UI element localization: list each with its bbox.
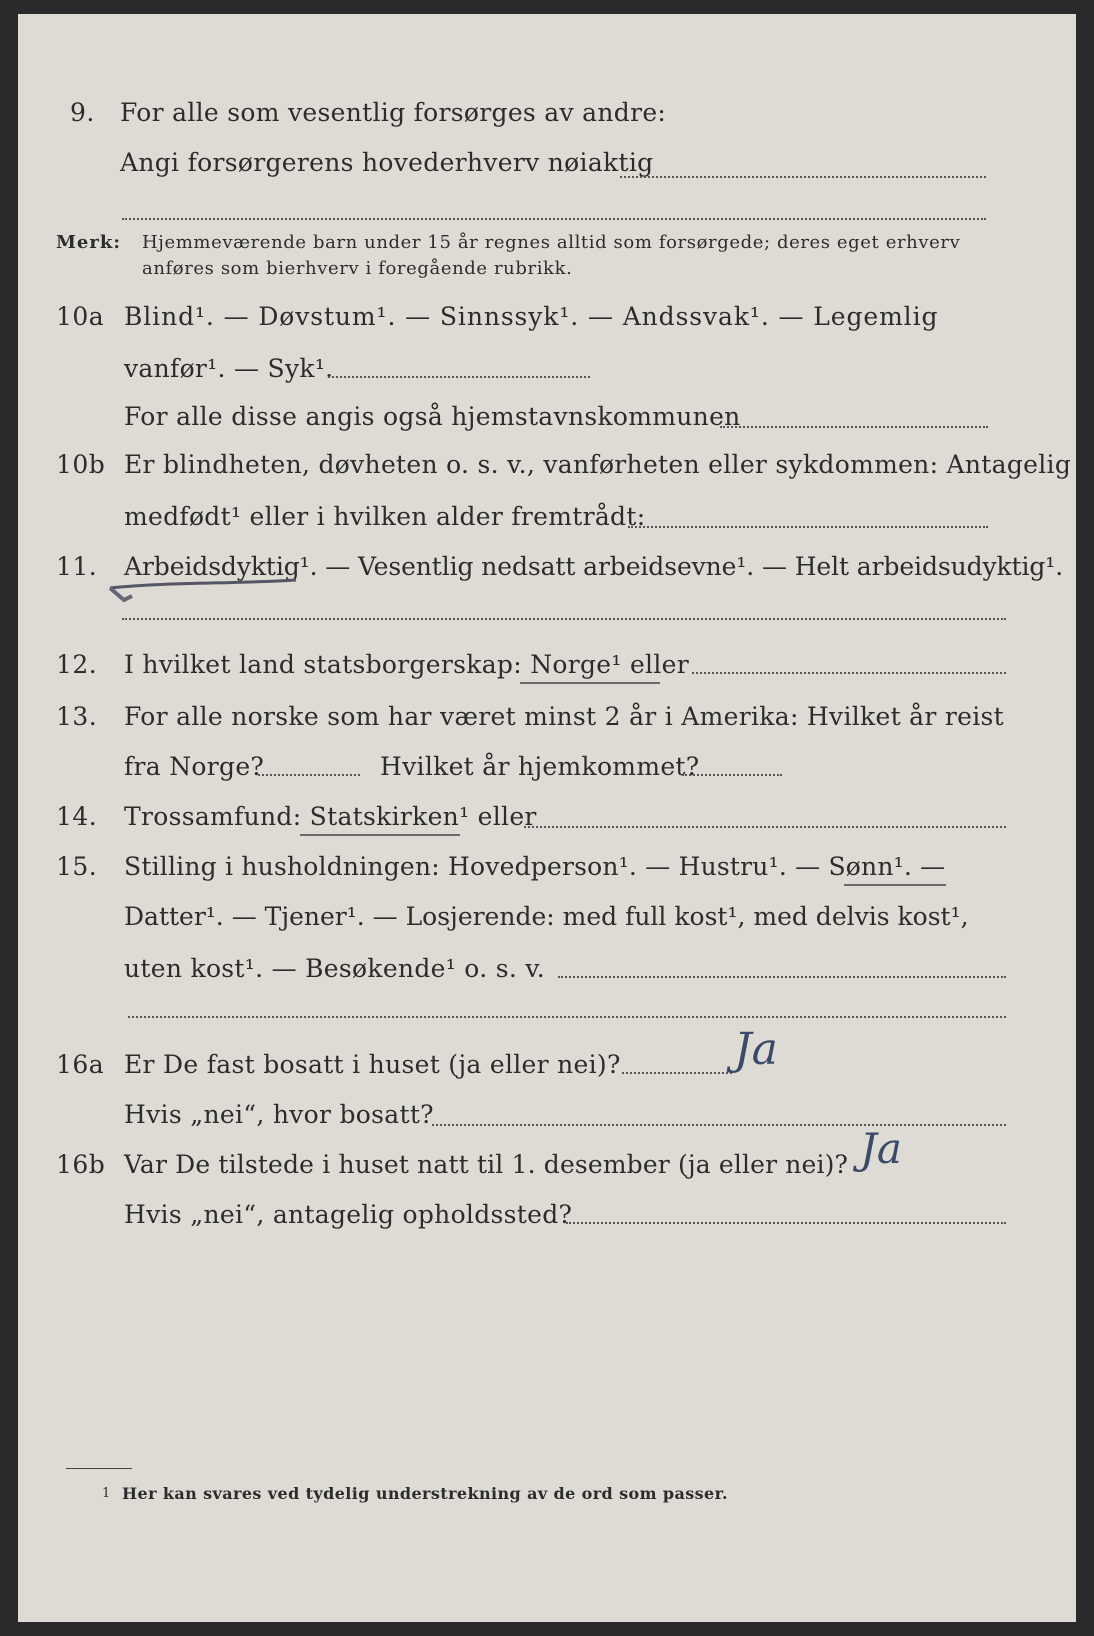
- q11-number: 11.: [56, 552, 98, 581]
- footnote-text: Her kan svares ved tydelig understrekning av de ord som passer.: [122, 1484, 728, 1503]
- q13-number: 13.: [56, 702, 98, 731]
- footnote-separator: [66, 1468, 132, 1469]
- q10b-answer-field[interactable]: [628, 526, 988, 528]
- q9-text-line2: Angi forsørgerens hovederhverv nøiaktig: [120, 148, 654, 177]
- q10a-hometown-field[interactable]: [720, 426, 988, 428]
- q15-answer-field[interactable]: [558, 976, 1006, 978]
- q12-number: 12.: [56, 650, 98, 679]
- q14-statskirken-underline: [300, 834, 460, 836]
- q16a-residence-field[interactable]: [432, 1124, 1006, 1126]
- merk-label: Merk:: [56, 232, 121, 253]
- q13-text-line2a: fra Norge?: [124, 752, 265, 781]
- q9-number: 9.: [70, 98, 95, 127]
- q16a-handwritten-answer: Ja: [734, 1024, 778, 1075]
- q13-year-returned-field[interactable]: [682, 774, 782, 776]
- q16b-location-field[interactable]: [566, 1222, 1006, 1224]
- q10a-text-line1: Blind¹. — Døvstum¹. — Sinnssyk¹. — Andssvak¹. — Legemlig: [124, 302, 939, 331]
- q10a-text-line2: vanfør¹. — Syk¹.: [124, 354, 334, 383]
- census-form-page: [18, 14, 1076, 1622]
- q15-text-line3: uten kost¹. — Besøkende¹ o. s. v.: [124, 954, 546, 983]
- q11-underline-mark: [106, 576, 306, 610]
- q13-text-line1: For alle norske som har været minst 2 år i Amerika: Hvilket år reist: [124, 702, 1005, 731]
- q16b-text-line1: Var De tilstede i huset natt til 1. desember (ja eller nei)?: [124, 1150, 849, 1179]
- footnote-mark: 1: [102, 1486, 111, 1501]
- merk-text-line2: anføres som bierhverv i foregående rubrikk.: [142, 258, 573, 279]
- q16a-text-line2: Hvis „nei“, hvor bosatt?: [124, 1100, 434, 1129]
- q16b-number: 16b: [56, 1150, 106, 1179]
- q16a-text-line1: Er De fast bosatt i huset (ja eller nei)?: [124, 1050, 621, 1079]
- q16a-number: 16a: [56, 1050, 105, 1079]
- q9-answer-field[interactable]: [620, 176, 986, 178]
- q13-year-left-field[interactable]: [258, 774, 360, 776]
- q10b-number: 10b: [56, 450, 106, 479]
- q16b-handwritten-answer: Ja: [860, 1124, 902, 1173]
- q12-norge-underline: [520, 682, 660, 684]
- q10a-text-line3: For alle disse angis også hjemstavnskommunen: [124, 402, 741, 431]
- q10b-text-line2: medfødt¹ eller i hvilken alder fremtrådt:: [124, 502, 646, 531]
- q14-text-line1: Trossamfund: Statskirken¹ eller: [124, 802, 537, 831]
- q9-answer-field-2[interactable]: [122, 218, 986, 220]
- q16b-text-line2: Hvis „nei“, antagelig opholdssted?: [124, 1200, 573, 1229]
- q12-text-line1: I hvilket land statsborgerskap: Norge¹ eller: [124, 650, 689, 679]
- q14-number: 14.: [56, 802, 98, 831]
- q11-text-line1: Arbeidsdyktig¹. — Vesentlig nedsatt arbeidsevne¹. — Helt arbeidsudyktig¹.: [124, 552, 1064, 581]
- q10b-text-line1: Er blindheten, døvheten o. s. v., vanførheten eller sykdommen: Antagelig: [124, 450, 1072, 479]
- q10a-answer-field[interactable]: [328, 376, 590, 378]
- q15-number: 15.: [56, 852, 98, 881]
- q15-text-line1: Stilling i husholdningen: Hovedperson¹. — Hustru¹. — Sønn¹. —: [124, 852, 946, 881]
- q12-answer-field[interactable]: [692, 672, 1006, 674]
- q11-rule: [122, 618, 1006, 620]
- q15-rule: [128, 1016, 1006, 1018]
- q16a-answer-field[interactable]: [622, 1072, 732, 1074]
- q13-text-line2b: Hvilket år hjemkommet?: [380, 752, 700, 781]
- q15-sonn-underline: [844, 884, 946, 886]
- merk-text-line1: Hjemmeværende barn under 15 år regnes alltid som forsørgede; deres eget erhverv: [142, 232, 961, 253]
- q9-text-line1: For alle som vesentlig forsørges av andre:: [120, 98, 667, 127]
- q15-text-line2: Datter¹. — Tjener¹. — Losjerende: med full kost¹, med delvis kost¹,: [124, 902, 969, 931]
- q14-answer-field[interactable]: [524, 826, 1006, 828]
- q10a-number: 10a: [56, 302, 105, 331]
